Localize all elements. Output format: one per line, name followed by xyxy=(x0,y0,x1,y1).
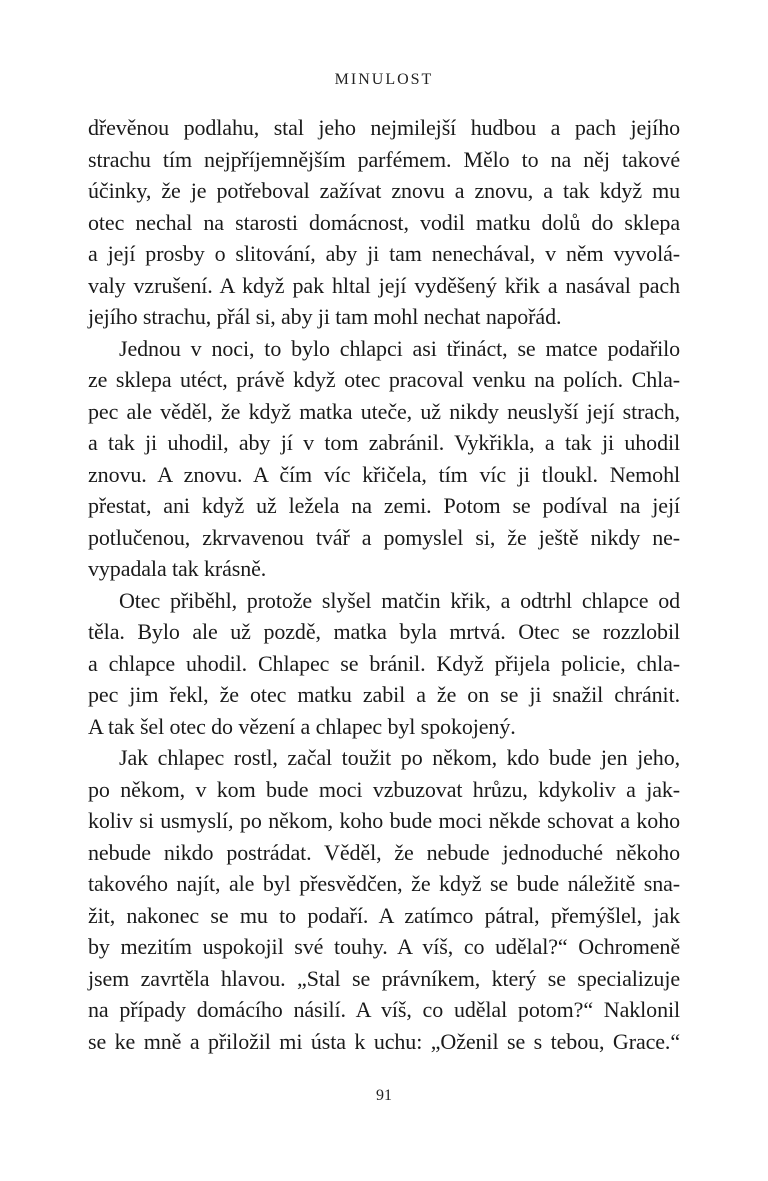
text-line: A tak šel otec do vězení a chlapec byl spokojený. xyxy=(88,713,516,739)
text-line: se ke mně a přiložil mi ústa k uchu: „Oženil se s tebou, Grace.“ xyxy=(88,1028,680,1054)
text-line: takového najít, ale byl přesvědčen, že když se bude náležitě sna- xyxy=(88,871,680,896)
body-text xyxy=(88,112,680,1057)
text-line: nebude nikdo postrádat. Věděl, že nebude jednoduché někoho xyxy=(88,839,680,865)
paragraph xyxy=(88,742,680,1057)
text-line: přestat, ani když už ležela na zemi. Potom se podíval na její xyxy=(88,493,680,518)
text-line: a tak ji uhodil, aby jí v tom zabránil. Vykřikla, a tak ji uhodil xyxy=(88,430,680,455)
text-line: Jak chlapec rostl, začal toužit po někom, kdo bude jen jeho, xyxy=(119,745,680,770)
text-line: jsem zavrtěla hlavou. „Stal se právníkem, který se specializuje xyxy=(88,965,680,991)
paragraph xyxy=(88,112,680,333)
text-line: na případy domácího násilí. A víš, co udělal potom?“ Naklonil xyxy=(88,997,680,1022)
text-line: žit, nakonec se mu to podaří. A zatímco pátral, přemýšlel, jak xyxy=(88,902,680,928)
text-line: potlučenou, zkrvavenou tvář a pomyslel si, že ještě nikdy ne- xyxy=(88,524,680,550)
text-line: účinky, že je potřeboval zažívat znovu a znovu, a tak když mu xyxy=(88,178,680,203)
paragraph xyxy=(88,585,680,743)
running-header: MINULOST xyxy=(334,71,434,88)
text-line: by mezitím uspokojil své touhy. A víš, co udělal?“ Ochromeně xyxy=(88,934,680,959)
text-line: otec nechal na starosti domácnost, vodil matku dolů do sklepa xyxy=(88,209,680,235)
text-line: po někom, v kom bude moci vzbuzovat hrůzu, kdykoliv a jak- xyxy=(88,776,680,802)
text-line: znovu. A znovu. A čím víc křičela, tím víc ji tloukl. Nemohl xyxy=(88,461,680,487)
page-number: 91 xyxy=(376,1087,392,1104)
text-line: těla. Bylo ale už pozdě, matka byla mrtvá. Otec se rozzlobil xyxy=(88,619,680,644)
text-line: pec ale věděl, že když matka uteče, už nikdy neuslyší její strach, xyxy=(88,398,680,424)
text-line: jejího strachu, přál si, aby ji tam mohl nechat napořád. xyxy=(88,304,562,329)
paragraph xyxy=(88,333,680,585)
text-line: Jednou v noci, to bylo chlapci asi třináct, se matce podařilo xyxy=(119,335,680,361)
text-line: ze sklepa utéct, právě když otec pracoval venku na polích. Chla- xyxy=(88,367,680,392)
text-line: dřevěnou podlahu, stal jeho nejmilejší hudbou a pach jejího xyxy=(88,115,680,140)
text-line: valy vzrušení. A když pak hltal její vyděšený křik a nasával pach xyxy=(88,272,680,298)
text-line: vypadala tak krásně. xyxy=(88,556,267,581)
text-line: Otec přiběhl, protože slyšel matčin křik, a odtrhl chlapce od xyxy=(119,587,680,613)
text-line: pec jim řekl, že otec matku zabil a že on se ji snažil chránit. xyxy=(88,682,680,707)
text-line: strachu tím nejpříjemnějším parfémem. Mělo to na něj takové xyxy=(88,146,680,172)
text-line: a její prosby o slitování, aby ji tam nenechával, v něm vyvolá- xyxy=(88,241,680,266)
text-line: koliv si usmyslí, po někom, koho bude moci někde schovat a koho xyxy=(88,808,680,833)
text-line: a chlapce uhodil. Chlapec se bránil. Když přijela policie, chla- xyxy=(88,650,680,676)
